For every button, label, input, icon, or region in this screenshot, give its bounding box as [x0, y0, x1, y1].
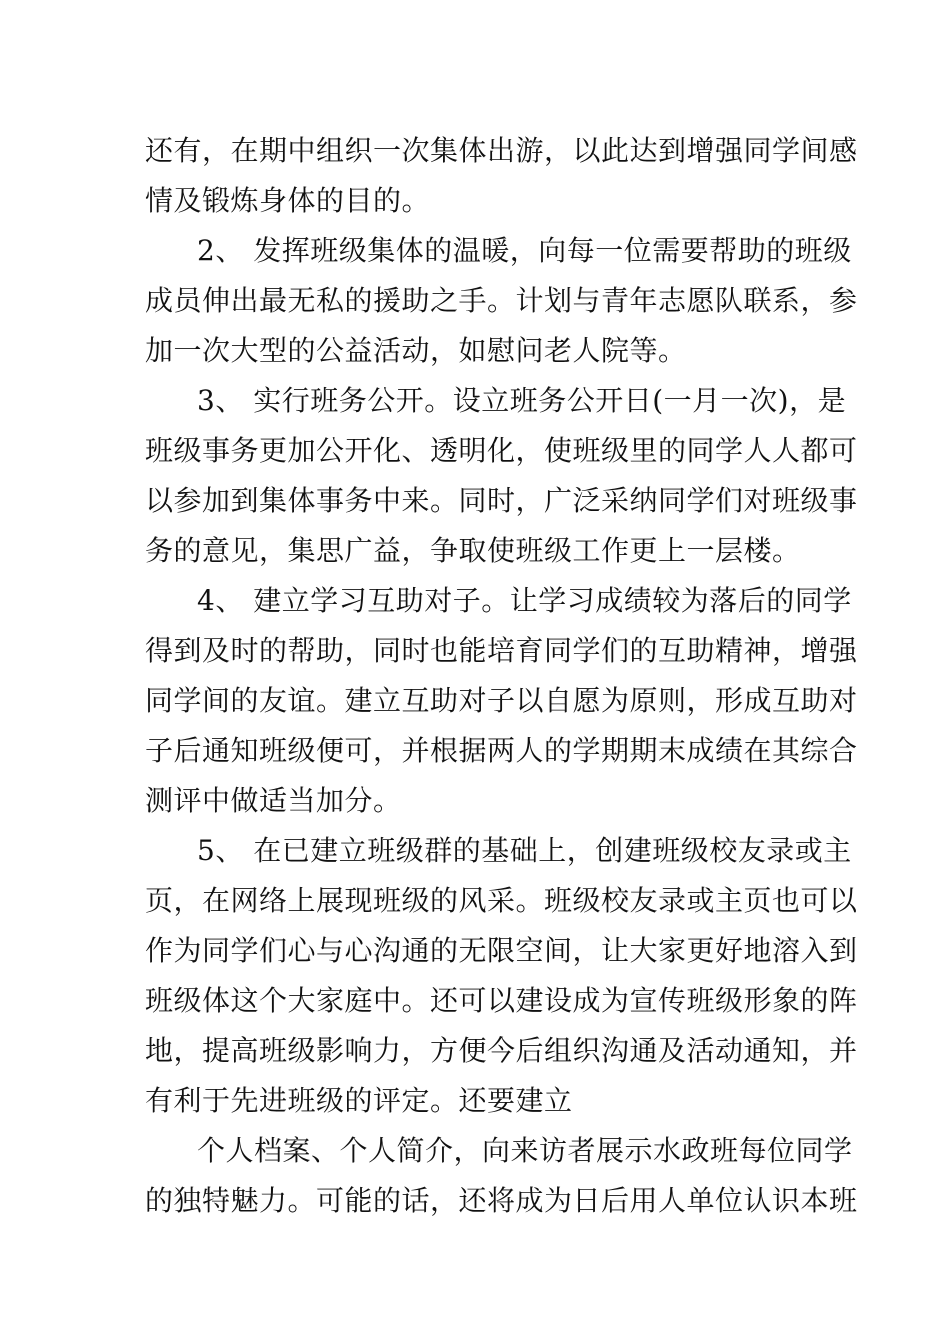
text-line: 同学间的友谊。建立互助对子以自愿为原则，形成互助对	[145, 684, 858, 717]
text-line: 个人档案、个人简介，向来访者展示水政班每位同学	[197, 1134, 853, 1167]
text-line: 子后通知班级便可，并根据两人的学期期末成绩在其综合	[145, 734, 858, 767]
text-line: 地，提高班级影响力，方便今后组织沟通及活动通知，并	[145, 1034, 858, 1067]
text-line: 还有，在期中组织一次集体出游，以此达到增强同学间感	[145, 134, 858, 167]
text-line: 3、 实行班务公开。设立班务公开日(一月一次)，是	[197, 384, 847, 417]
text-line: 5、 在已建立班级群的基础上，创建班级校友录或主	[197, 834, 852, 867]
text-line: 以参加到集体事务中来。同时，广泛采纳同学们对班级事	[145, 484, 858, 517]
text-line: 班级事务更加公开化、透明化，使班级里的同学人人都可	[145, 434, 858, 467]
text-line: 页，在网络上展现班级的风采。班级校友录或主页也可以	[145, 884, 858, 917]
text-line: 务的意见，集思广益，争取使班级工作更上一层楼。	[145, 534, 801, 567]
text-line: 4、 建立学习互助对子。让学习成绩较为落后的同学	[197, 584, 852, 617]
text-line: 有利于先进班级的评定。还要建立	[145, 1084, 573, 1117]
text-line: 作为同学们心与心沟通的无限空间，让大家更好地溶入到	[145, 934, 858, 967]
text-line: 加一次大型的公益活动，如慰问老人院等。	[145, 334, 687, 367]
text-line: 成员伸出最无私的援助之手。计划与青年志愿队联系，参	[145, 284, 858, 317]
document-body	[145, 126, 858, 1226]
text-line: 2、 发挥班级集体的温暖，向每一位需要帮助的班级	[197, 234, 852, 267]
text-line: 情及锻炼身体的目的。	[145, 184, 431, 217]
text-line: 测评中做适当加分。	[145, 784, 402, 817]
text-line: 得到及时的帮助，同时也能培育同学们的互助精神，增强	[145, 634, 858, 667]
text-line: 的独特魅力。可能的话，还将成为日后用人单位认识本班	[145, 1184, 858, 1217]
text-line: 班级体这个大家庭中。还可以建设成为宣传班级形象的阵	[145, 984, 858, 1017]
